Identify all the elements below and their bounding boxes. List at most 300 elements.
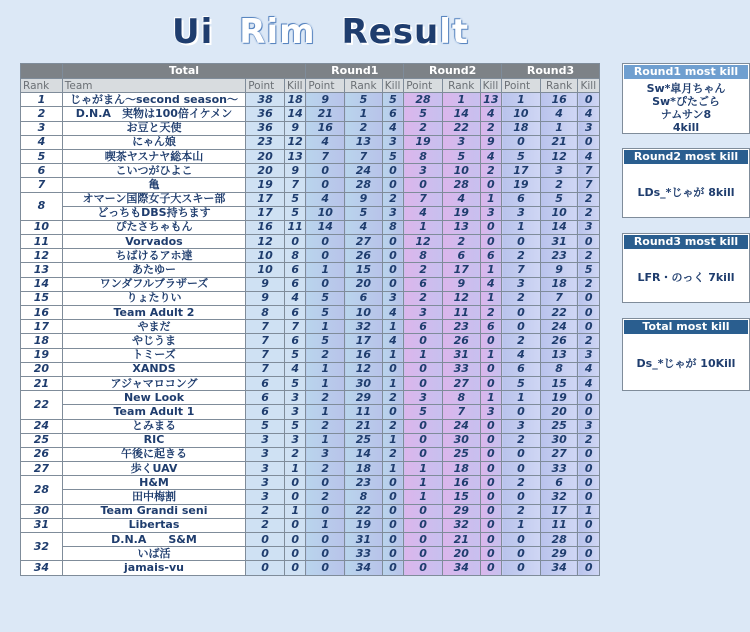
r2-rank-cell: 12 — [442, 291, 480, 305]
title-word-2: Rim — [239, 12, 316, 52]
team-name-cell: jamais-vu — [62, 561, 245, 575]
r2-kill-cell: 1 — [480, 348, 501, 362]
team-name-cell: 亀 — [62, 178, 245, 192]
r1-rank-cell: 9 — [345, 192, 383, 206]
r2-point-cell: 6 — [404, 277, 443, 291]
r2-point-cell: 0 — [404, 419, 443, 433]
r3-point-cell: 2 — [502, 433, 541, 447]
r3-rank-cell: 28 — [540, 533, 578, 547]
rank-cell: 8 — [21, 192, 63, 220]
r3-rank-cell: 21 — [540, 135, 578, 149]
r1-point-cell: 1 — [306, 405, 345, 419]
table-row — [21, 93, 600, 107]
r2-rank-cell: 15 — [442, 490, 480, 504]
page-title — [172, 12, 470, 52]
r2-point-cell: 2 — [404, 291, 443, 305]
total-kill-cell: 9 — [284, 121, 305, 135]
group-header-round3: Round3 — [502, 64, 600, 79]
r1-rank-cell: 10 — [345, 306, 383, 320]
r3-kill-cell: 0 — [578, 320, 600, 334]
col-header-r3-kill: Kill — [578, 79, 600, 93]
results-body — [21, 93, 600, 575]
total-kill-cell: 1 — [284, 504, 305, 518]
team-name-cell: RIC — [62, 433, 245, 447]
total-point-cell: 5 — [246, 419, 285, 433]
r1-rank-cell: 24 — [345, 164, 383, 178]
table-row — [21, 192, 600, 206]
rank-cell: 3 — [21, 121, 63, 135]
rank-cell: 22 — [21, 391, 63, 419]
col-header-team: Team — [62, 79, 245, 93]
r3-point-cell: 0 — [502, 306, 541, 320]
rank-cell: 19 — [21, 348, 63, 362]
group-header-blank — [21, 64, 63, 79]
r3-rank-cell: 10 — [540, 206, 578, 220]
total-point-cell: 3 — [246, 462, 285, 476]
r2-kill-cell: 1 — [480, 291, 501, 305]
r2-kill-cell: 0 — [480, 334, 501, 348]
team-name-cell: 田中梅割 — [62, 490, 245, 504]
r2-rank-cell: 20 — [442, 547, 480, 561]
r2-kill-cell: 2 — [480, 164, 501, 178]
rank-cell: 32 — [21, 533, 63, 561]
total-kill-cell: 5 — [284, 192, 305, 206]
title-word-3b: lt — [439, 12, 470, 52]
r1-point-cell: 0 — [306, 249, 345, 263]
table-row — [21, 135, 600, 149]
total-kill-cell: 5 — [284, 419, 305, 433]
col-header-r1-point: Point — [306, 79, 345, 93]
r2-point-cell: 2 — [404, 263, 443, 277]
r1-kill-cell: 1 — [382, 320, 403, 334]
r1-point-cell: 1 — [306, 320, 345, 334]
r2-rank-cell: 21 — [442, 533, 480, 547]
r3-kill-cell: 2 — [578, 334, 600, 348]
total-kill-cell: 7 — [284, 320, 305, 334]
r3-point-cell: 0 — [502, 547, 541, 561]
total-kill-cell: 0 — [284, 561, 305, 575]
r1-point-cell: 0 — [306, 533, 345, 547]
r2-point-cell: 1 — [404, 348, 443, 362]
r2-kill-cell: 3 — [480, 206, 501, 220]
r1-kill-cell: 2 — [382, 391, 403, 405]
r1-rank-cell: 17 — [345, 334, 383, 348]
r3-point-cell: 2 — [502, 291, 541, 305]
r1-rank-cell: 28 — [345, 178, 383, 192]
r1-point-cell: 2 — [306, 490, 345, 504]
r1-kill-cell: 1 — [382, 348, 403, 362]
r2-point-cell: 0 — [404, 518, 443, 532]
r1-point-cell: 2 — [306, 348, 345, 362]
r3-kill-cell: 0 — [578, 462, 600, 476]
total-point-cell: 3 — [246, 476, 285, 490]
r3-rank-cell: 14 — [540, 220, 578, 234]
r1-point-cell: 1 — [306, 376, 345, 390]
sub-header-row — [21, 79, 600, 93]
r2-kill-cell: 0 — [480, 220, 501, 234]
r2-point-cell: 0 — [404, 547, 443, 561]
total-most-kill-header: Total most kill — [623, 319, 749, 335]
r2-rank-cell: 30 — [442, 433, 480, 447]
rank-cell: 14 — [21, 277, 63, 291]
total-kill-cell: 9 — [284, 164, 305, 178]
r1-rank-cell: 19 — [345, 518, 383, 532]
r2-rank-cell: 10 — [442, 164, 480, 178]
team-name-cell: 喫茶ヤスナヤ総本山 — [62, 149, 245, 163]
r1-rank-cell: 4 — [345, 220, 383, 234]
r3-point-cell: 3 — [502, 419, 541, 433]
table-row — [21, 376, 600, 390]
table-row — [21, 490, 600, 504]
r1-point-cell: 0 — [306, 547, 345, 561]
r2-kill-cell: 9 — [480, 135, 501, 149]
r1-rank-cell: 33 — [345, 547, 383, 561]
r1-point-cell: 2 — [306, 391, 345, 405]
r1-point-cell: 0 — [306, 504, 345, 518]
total-kill-cell: 0 — [284, 235, 305, 249]
r3-point-cell: 5 — [502, 149, 541, 163]
r1-kill-cell: 5 — [382, 93, 403, 107]
table-row — [21, 249, 600, 263]
r1-rank-cell: 6 — [345, 291, 383, 305]
r2-kill-cell: 0 — [480, 433, 501, 447]
r2-point-cell: 6 — [404, 320, 443, 334]
r1-point-cell: 7 — [306, 149, 345, 163]
r3-point-cell: 6 — [502, 192, 541, 206]
rank-cell: 12 — [21, 249, 63, 263]
r1-point-cell: 1 — [306, 518, 345, 532]
r2-rank-cell: 2 — [442, 235, 480, 249]
table-row — [21, 306, 600, 320]
r3-kill-cell: 0 — [578, 490, 600, 504]
r3-point-cell: 0 — [502, 235, 541, 249]
rank-cell: 28 — [21, 476, 63, 504]
r3-kill-cell: 2 — [578, 433, 600, 447]
r2-kill-cell: 0 — [480, 490, 501, 504]
r2-rank-cell: 14 — [442, 107, 480, 121]
r1-kill-cell: 0 — [382, 178, 403, 192]
r3-point-cell: 2 — [502, 249, 541, 263]
total-kill-cell: 4 — [284, 362, 305, 376]
r2-point-cell: 0 — [404, 561, 443, 575]
r2-point-cell: 1 — [404, 490, 443, 504]
r2-rank-cell: 17 — [442, 263, 480, 277]
total-kill-cell: 13 — [284, 149, 305, 163]
r2-point-cell: 2 — [404, 121, 443, 135]
total-point-cell: 3 — [246, 447, 285, 461]
r2-rank-cell: 27 — [442, 376, 480, 390]
r2-rank-cell: 9 — [442, 277, 480, 291]
table-row — [21, 320, 600, 334]
r3-point-cell: 0 — [502, 135, 541, 149]
r2-point-cell: 19 — [404, 135, 443, 149]
r1-rank-cell: 34 — [345, 561, 383, 575]
r1-kill-cell: 3 — [382, 291, 403, 305]
r2-point-cell: 1 — [404, 462, 443, 476]
table-row — [21, 533, 600, 547]
r2-rank-cell: 28 — [442, 178, 480, 192]
r2-rank-cell: 1 — [442, 93, 480, 107]
r2-rank-cell: 19 — [442, 206, 480, 220]
r2-rank-cell: 33 — [442, 362, 480, 376]
total-point-cell: 9 — [246, 277, 285, 291]
total-point-cell: 17 — [246, 192, 285, 206]
total-kill-cell: 3 — [284, 433, 305, 447]
r3-rank-cell: 8 — [540, 362, 578, 376]
total-kill-cell: 0 — [284, 518, 305, 532]
r1-point-cell: 0 — [306, 476, 345, 490]
r3-kill-cell: 0 — [578, 547, 600, 561]
r3-kill-cell: 1 — [578, 504, 600, 518]
round1-most-kill-body — [623, 80, 749, 134]
r2-rank-cell: 4 — [442, 192, 480, 206]
total-kill-cell: 12 — [284, 135, 305, 149]
r1-point-cell: 0 — [306, 277, 345, 291]
rank-cell: 24 — [21, 419, 63, 433]
total-point-cell: 8 — [246, 306, 285, 320]
r3-kill-cell: 3 — [578, 419, 600, 433]
r3-rank-cell: 19 — [540, 391, 578, 405]
rank-cell: 6 — [21, 164, 63, 178]
team-name-cell: 歩くUAV — [62, 462, 245, 476]
r2-kill-cell: 1 — [480, 391, 501, 405]
r2-rank-cell: 13 — [442, 220, 480, 234]
r3-kill-cell: 3 — [578, 220, 600, 234]
total-point-cell: 2 — [246, 504, 285, 518]
r2-kill-cell: 1 — [480, 263, 501, 277]
r2-rank-cell: 22 — [442, 121, 480, 135]
r1-rank-cell: 27 — [345, 235, 383, 249]
r3-rank-cell: 1 — [540, 121, 578, 135]
total-kill-cell: 6 — [284, 306, 305, 320]
r3-kill-cell: 2 — [578, 192, 600, 206]
r1-kill-cell: 6 — [382, 107, 403, 121]
r3-rank-cell: 15 — [540, 376, 578, 390]
r1-point-cell: 5 — [306, 306, 345, 320]
team-name-cell: Team Grandi seni — [62, 504, 245, 518]
group-header-round2: Round2 — [404, 64, 502, 79]
r3-kill-cell: 5 — [578, 263, 600, 277]
r3-kill-cell: 0 — [578, 405, 600, 419]
team-name-cell: オマーン国際女子大スキー部 — [62, 192, 245, 206]
total-point-cell: 6 — [246, 391, 285, 405]
r3-rank-cell: 5 — [540, 192, 578, 206]
total-kill-cell: 5 — [284, 206, 305, 220]
team-name-cell: りょたりい — [62, 291, 245, 305]
total-kill-cell: 7 — [284, 178, 305, 192]
r1-point-cell: 9 — [306, 93, 345, 107]
round2-most-kill-box — [622, 148, 750, 218]
r3-point-cell: 3 — [502, 206, 541, 220]
r2-rank-cell: 16 — [442, 476, 480, 490]
r3-kill-cell: 0 — [578, 561, 600, 575]
r3-point-cell: 19 — [502, 178, 541, 192]
r3-point-cell: 1 — [502, 518, 541, 532]
r2-point-cell: 1 — [404, 476, 443, 490]
r3-kill-cell: 7 — [578, 178, 600, 192]
r1-rank-cell: 30 — [345, 376, 383, 390]
r2-point-cell: 8 — [404, 149, 443, 163]
rank-cell: 15 — [21, 291, 63, 305]
r1-kill-cell: 2 — [382, 447, 403, 461]
r2-kill-cell: 4 — [480, 149, 501, 163]
rank-cell: 4 — [21, 135, 63, 149]
r2-kill-cell: 3 — [480, 405, 501, 419]
r2-kill-cell: 0 — [480, 518, 501, 532]
col-header-total-kill: Kill — [284, 79, 305, 93]
r2-kill-cell: 4 — [480, 277, 501, 291]
r3-rank-cell: 11 — [540, 518, 578, 532]
r3-rank-cell: 34 — [540, 561, 578, 575]
r3-point-cell: 18 — [502, 121, 541, 135]
r1-rank-cell: 31 — [345, 533, 383, 547]
table-row — [21, 518, 600, 532]
table-row — [21, 149, 600, 163]
table-row — [21, 547, 600, 561]
r3-point-cell: 0 — [502, 320, 541, 334]
r2-point-cell: 12 — [404, 235, 443, 249]
r3-rank-cell: 22 — [540, 306, 578, 320]
r2-point-cell: 5 — [404, 107, 443, 121]
r3-rank-cell: 17 — [540, 504, 578, 518]
team-name-cell: やまだ — [62, 320, 245, 334]
rank-cell: 34 — [21, 561, 63, 575]
r2-kill-cell: 0 — [480, 376, 501, 390]
title-word-1: Ui — [172, 12, 214, 52]
r1-rank-cell: 20 — [345, 277, 383, 291]
rank-cell: 11 — [21, 235, 63, 249]
r1-rank-cell: 25 — [345, 433, 383, 447]
round2-most-kill-header: Round2 most kill — [623, 149, 749, 165]
r3-point-cell: 0 — [502, 490, 541, 504]
round2-most-kill-body: LDs_*じゃが 8kill — [637, 185, 735, 199]
r1-rank-cell: 12 — [345, 362, 383, 376]
r1-point-cell: 5 — [306, 291, 345, 305]
r1-point-cell: 2 — [306, 419, 345, 433]
r1-point-cell: 4 — [306, 135, 345, 149]
total-point-cell: 7 — [246, 320, 285, 334]
rank-cell: 10 — [21, 220, 63, 234]
r3-rank-cell: 7 — [540, 291, 578, 305]
r1-kill-cell: 1 — [382, 433, 403, 447]
r2-rank-cell: 26 — [442, 334, 480, 348]
r1-point-cell: 0 — [306, 178, 345, 192]
table-row — [21, 348, 600, 362]
r1-kill-cell: 2 — [382, 192, 403, 206]
r3-kill-cell: 0 — [578, 306, 600, 320]
r3-kill-cell: 3 — [578, 121, 600, 135]
r3-point-cell: 0 — [502, 405, 541, 419]
total-point-cell: 16 — [246, 220, 285, 234]
r2-rank-cell: 3 — [442, 135, 480, 149]
total-point-cell: 9 — [246, 291, 285, 305]
r2-kill-cell: 0 — [480, 533, 501, 547]
r1-rank-cell: 2 — [345, 121, 383, 135]
r1-rank-cell: 18 — [345, 462, 383, 476]
team-name-cell: とみまる — [62, 419, 245, 433]
table-row — [21, 476, 600, 490]
total-kill-cell: 6 — [284, 263, 305, 277]
total-point-cell: 2 — [246, 518, 285, 532]
total-kill-cell: 0 — [284, 547, 305, 561]
total-kill-cell: 3 — [284, 391, 305, 405]
total-point-cell: 10 — [246, 263, 285, 277]
r3-rank-cell: 18 — [540, 277, 578, 291]
col-header-r3-point: Point — [502, 79, 541, 93]
r2-kill-cell: 6 — [480, 249, 501, 263]
total-point-cell: 10 — [246, 249, 285, 263]
team-name-cell: D.N.A 実物は100倍イケメン — [62, 107, 245, 121]
r3-point-cell: 2 — [502, 334, 541, 348]
table-row — [21, 433, 600, 447]
team-name-cell: どっちもDBS持ちます — [62, 206, 245, 220]
r3-rank-cell: 27 — [540, 447, 578, 461]
team-name-cell: Team Adult 1 — [62, 405, 245, 419]
r1-kill-cell: 0 — [382, 476, 403, 490]
total-kill-cell: 6 — [284, 334, 305, 348]
table-row — [21, 504, 600, 518]
team-name-cell: ぴたさちゃもん — [62, 220, 245, 234]
total-point-cell: 12 — [246, 235, 285, 249]
r1-rank-cell: 26 — [345, 249, 383, 263]
r2-kill-cell: 0 — [480, 419, 501, 433]
total-kill-cell: 6 — [284, 277, 305, 291]
r2-point-cell: 28 — [404, 93, 443, 107]
r3-rank-cell: 20 — [540, 405, 578, 419]
r3-rank-cell: 23 — [540, 249, 578, 263]
total-kill-cell: 5 — [284, 376, 305, 390]
r1-point-cell: 0 — [306, 561, 345, 575]
r3-kill-cell: 4 — [578, 107, 600, 121]
r2-kill-cell: 0 — [480, 447, 501, 461]
r2-rank-cell: 18 — [442, 462, 480, 476]
team-name-cell: 午後に起きる — [62, 447, 245, 461]
total-kill-cell: 8 — [284, 249, 305, 263]
team-name-cell: いば活 — [62, 547, 245, 561]
r3-kill-cell: 0 — [578, 476, 600, 490]
r1-kill-cell: 3 — [382, 135, 403, 149]
r2-point-cell: 1 — [404, 220, 443, 234]
r3-point-cell: 1 — [502, 93, 541, 107]
rank-cell: 31 — [21, 518, 63, 532]
team-name-cell: Team Adult 2 — [62, 306, 245, 320]
r2-rank-cell: 8 — [442, 391, 480, 405]
r3-point-cell: 10 — [502, 107, 541, 121]
r1-rank-cell: 29 — [345, 391, 383, 405]
table-row — [21, 391, 600, 405]
r1-kill-cell: 4 — [382, 121, 403, 135]
r1-kill-cell: 0 — [382, 164, 403, 178]
r2-rank-cell: 5 — [442, 149, 480, 163]
r1-rank-cell: 14 — [345, 447, 383, 461]
total-point-cell: 7 — [246, 334, 285, 348]
r1-point-cell: 4 — [306, 192, 345, 206]
total-point-cell: 36 — [246, 121, 285, 135]
total-kill-cell: 0 — [284, 533, 305, 547]
total-point-cell: 23 — [246, 135, 285, 149]
r2-rank-cell: 24 — [442, 419, 480, 433]
r2-point-cell: 0 — [404, 376, 443, 390]
r1-kill-cell: 5 — [382, 149, 403, 163]
r1-kill-cell: 3 — [382, 206, 403, 220]
r3-kill-cell: 0 — [578, 135, 600, 149]
total-kill-cell: 11 — [284, 220, 305, 234]
table-row — [21, 561, 600, 575]
r2-kill-cell: 0 — [480, 476, 501, 490]
team-name-cell: にゃん娘 — [62, 135, 245, 149]
r3-rank-cell: 2 — [540, 178, 578, 192]
total-point-cell: 0 — [246, 533, 285, 547]
